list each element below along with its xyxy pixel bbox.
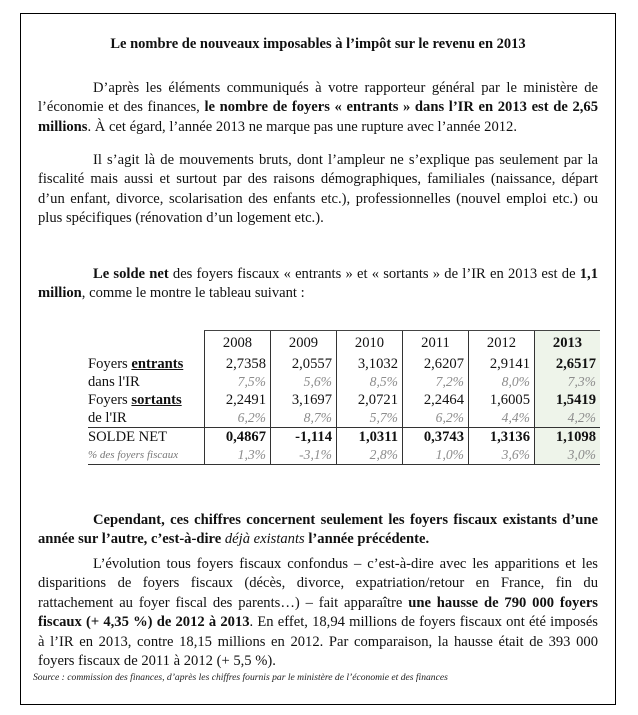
cell: 0,4867 — [205, 428, 271, 447]
cell: 1,5419 — [535, 391, 601, 409]
text: , comme le montre le tableau suivant : — [81, 285, 305, 302]
label-text: Foyers — [88, 391, 132, 408]
text: des foyers fiscaux « entrants » et « sortants » de l’IR en 2013 est de — [168, 266, 580, 282]
header-year: 2010 — [337, 331, 403, 356]
table-row — [88, 355, 600, 373]
bold-text: Le solde net — [93, 266, 169, 282]
paragraph-entrants — [38, 79, 598, 137]
cell: 3,1032 — [337, 355, 403, 373]
cell: 2,0557 — [271, 355, 337, 373]
cell: 1,0311 — [337, 428, 403, 447]
header-year: 2013 — [535, 331, 601, 356]
paragraph-evolution — [38, 555, 598, 671]
text: . À cet égard, l’année 2013 ne marque pas une rupture avec l’année 2012. — [87, 118, 517, 135]
cell: 4,2% — [535, 409, 601, 428]
table-header-row — [88, 331, 600, 356]
cell: 5,7% — [337, 409, 403, 428]
bold-text: Cependant, ces chiffres concernent seulement les foyers fiscaux existants d’une année sur l’autre, c’est-à-dire — [38, 512, 598, 548]
header-empty — [88, 331, 205, 356]
cell: 2,0721 — [337, 391, 403, 409]
paragraph-mouvements — [38, 151, 598, 229]
bold-text: 1,1 million — [38, 266, 598, 302]
cell: 1,6005 — [469, 391, 535, 409]
cell: 6,2% — [403, 409, 469, 428]
cell: 5,6% — [271, 373, 337, 391]
cell: 2,8% — [337, 446, 403, 465]
cell: 4,4% — [469, 409, 535, 428]
header-year: 2011 — [403, 331, 469, 356]
cell: 2,6207 — [403, 355, 469, 373]
header-year: 2012 — [469, 331, 535, 356]
foyers-table — [88, 330, 600, 465]
text: D’après les éléments communiqués à votre rapporteur général par le ministère de l’économie et des finances, — [38, 80, 598, 116]
label-underlined: entrants — [131, 355, 184, 372]
paragraph-cependant — [38, 511, 598, 550]
text: Il s’agit là de mouvements bruts, dont l’ampleur ne s’explique pas seulement par la fiscalité mais aussi et surtout par des raisons démographiques, familiales (naissance, départ d’un enfant, divorce, scolarisation des enfants etc.), professionnelles (nouvel emploi etc.) ou plus spécifiques (rénovation d’un logement etc.). — [38, 152, 598, 227]
cell: 3,1697 — [271, 391, 337, 409]
cell: 0,3743 — [403, 428, 469, 447]
cell: 6,2% — [205, 409, 271, 428]
source-note: Source : commission des finances, d’après les chiffres fournis par le ministère de l’économie et des finances — [33, 672, 448, 683]
bold-text: une hausse de 790 000 foyers fiscaux (+ 4,35 %) de 2012 à 2013 — [38, 594, 598, 631]
cell: 1,1098 — [535, 428, 601, 447]
header-year: 2009 — [271, 331, 337, 356]
table-row-solde-net — [88, 428, 600, 447]
row-label: de l'IR — [88, 409, 127, 426]
cell: 7,5% — [205, 373, 271, 391]
row-label: dans l'IR — [88, 373, 140, 390]
cell: 1,3% — [205, 446, 271, 465]
table-row — [88, 373, 600, 391]
label-underlined: sortants — [131, 391, 182, 408]
cell: 1,3136 — [469, 428, 535, 447]
cell: 8,0% — [469, 373, 535, 391]
cell: 7,2% — [403, 373, 469, 391]
row-label: SOLDE NET — [88, 428, 205, 447]
bold-text: le nombre de foyers « entrants » dans l’IR en 2013 est de 2,65 millions — [38, 99, 598, 135]
row-label — [88, 391, 205, 409]
cell: 2,6517 — [535, 355, 601, 373]
cell: -1,114 — [271, 428, 337, 447]
table-row — [88, 446, 600, 465]
paragraph-solde — [38, 265, 598, 304]
document-title: Le nombre de nouveaux imposables à l’impôt sur le revenu en 2013 — [110, 36, 526, 52]
cell: 8,5% — [337, 373, 403, 391]
cell: 2,7358 — [205, 355, 271, 373]
bold-text: l’année précédente. — [304, 531, 430, 548]
table-row — [88, 391, 600, 409]
document-frame — [20, 13, 616, 705]
cell: 2,2464 — [403, 391, 469, 409]
cell: 7,3% — [535, 373, 601, 391]
table-row — [88, 409, 600, 428]
text: . En effet, 18,94 millions de foyers fiscaux ont été imposés à l’IR en 2013, contre 18,15 millions en 2012. Par comparaison, la hausse était de 393 000 foyers fiscaux de 2011 à 2012 (+ 5,5 %). — [38, 614, 598, 670]
cell: 8,7% — [271, 409, 337, 428]
cell: 2,9141 — [469, 355, 535, 373]
cell: 3,0% — [535, 446, 601, 465]
cell: -3,1% — [271, 446, 337, 465]
italic-text: déjà existants — [224, 531, 305, 548]
text: L’évolution tous foyers fiscaux confondus – c’est-à-dire avec les apparitions et les disparitions de foyers fiscaux (décès, divorce, expatriation/retour en France, fin du rattachement au foyer fiscal des parents…) – fait apparaître — [38, 556, 598, 611]
label-text: Foyers — [88, 355, 132, 372]
row-label: % des foyers fiscaux — [88, 446, 205, 465]
cell: 3,6% — [469, 446, 535, 465]
row-label — [88, 355, 205, 373]
cell: 2,2491 — [205, 391, 271, 409]
cell: 1,0% — [403, 446, 469, 465]
header-year: 2008 — [205, 331, 271, 356]
